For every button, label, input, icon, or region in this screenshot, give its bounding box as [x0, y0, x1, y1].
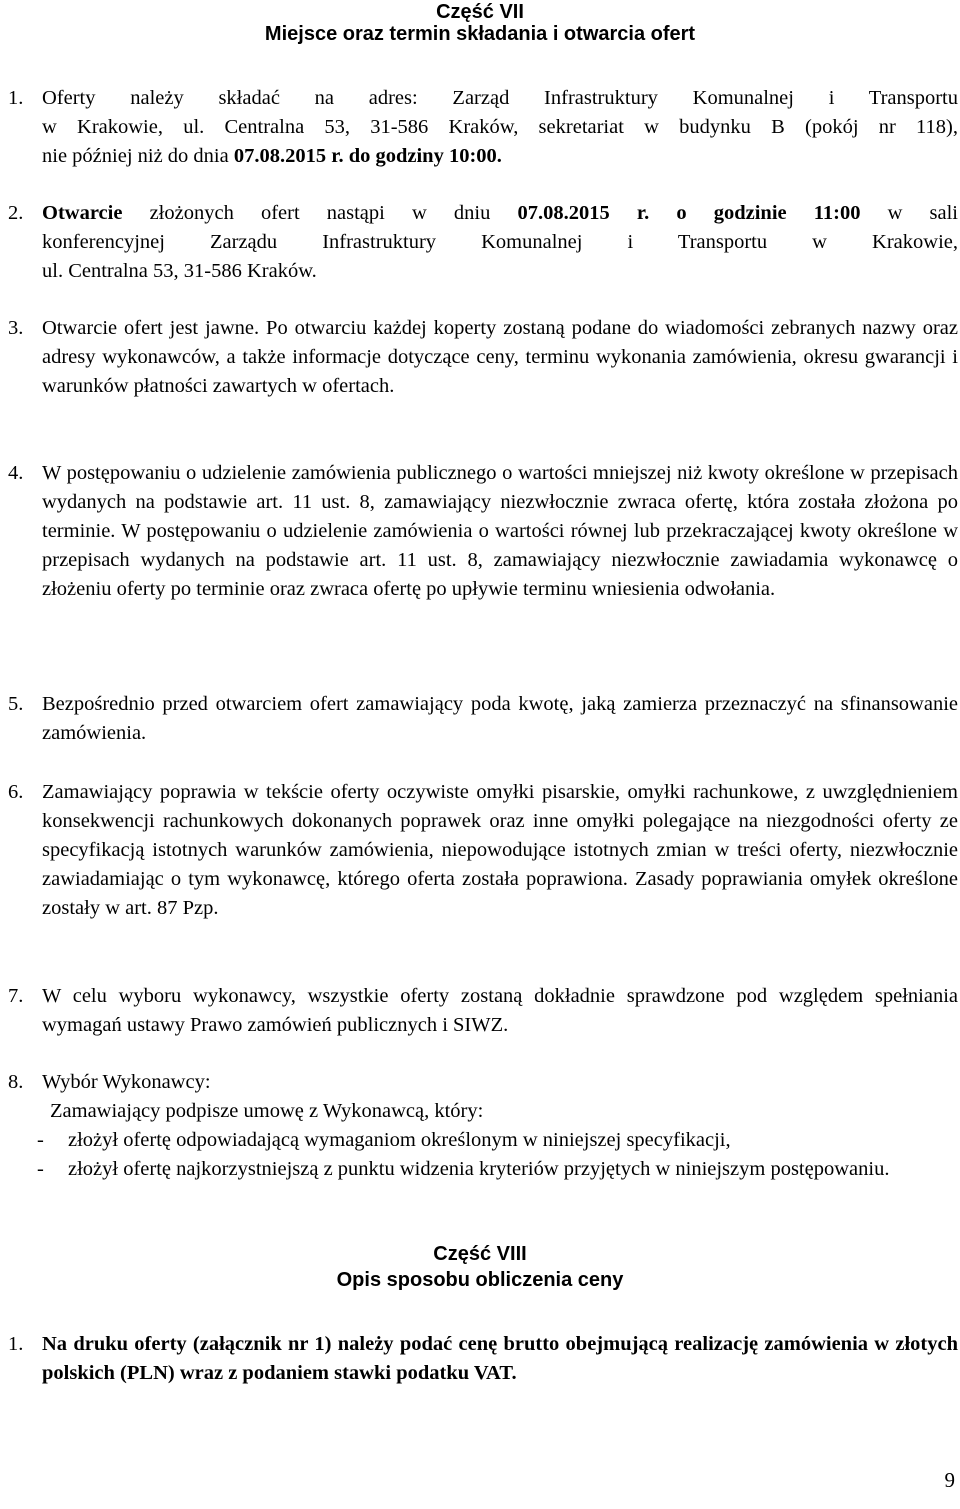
part-7-title: Część VII	[436, 1, 524, 23]
item-text: Zamawiający poprawia w tekście oferty oczywiste omyłki pisarskie, omyłki rachunkowe, z uwzględnieniem konsekwencji rachunkowych dokonanych poprawek oraz inne omyłki polegające na niezgodności oferty ze specyfikacją istotnych warunków zamówienia, niepowodujące istotnych zmian w treści oferty, niezwłocznie zawiadamiając o tym wykonawcę, którego oferta została poprawiona. Zasady poprawiania omyłek określone zostały w art. 87 Pzp.	[42, 781, 958, 919]
item-number: 3.	[8, 317, 24, 339]
dash-bullet: -	[37, 1158, 44, 1180]
item-number: 6.	[8, 781, 24, 803]
part-7-subtitle: Miejsce oraz termin składania i otwarcia ofert	[264, 23, 696, 45]
list-item-5	[0, 690, 958, 748]
item-text: Bezpośrednio przed otwarciem ofert zamawiający poda kwotę, jaką zamierza przeznaczyć na sfinansowanie zamówienia.	[42, 693, 958, 744]
item-text: Otwarcie ofert jest jawne. Po otwarciu każdej koperty zostaną podane do wiadomości zebranych nazwy oraz adresy wykonawców, a także informacje dotyczące ceny, terminu wykonania zamówienia, okresu gwarancji i warunków płatności zawartych w ofertach.	[42, 317, 958, 397]
item-text: Otwarcie złożonych ofert nastąpi w dniu 07.08.2015 r. o godzinie 11:00 w sali konferencyjnej Zarządu Infrastruktury Komunalnej i Transportu w Krakowie, ul. Centralna 53, 31-586 Kraków.	[42, 202, 958, 282]
item-number: 8.	[8, 1071, 24, 1093]
list-item-4	[0, 459, 958, 604]
item-text: W celu wyboru wykonawcy, wszystkie oferty zostaną dokładnie sprawdzone pod względem spełniania wymagań ustawy Prawo zamówień publicznych i SIWZ.	[42, 985, 958, 1036]
part-8-title: Część VIII	[433, 1243, 527, 1265]
item-title: Wybór Wykonawcy:	[42, 1071, 211, 1093]
item-text: Oferty należy składać na adres: Zarząd Infrastruktury Komunalnej i Transportu w Krakowie, ul. Centralna 53, 31-586 Kraków, sekretariat w budynku B (pokój nr 118), nie później niż do dnia 07.08.2015 r. do godziny 10:00.	[42, 87, 958, 167]
item-number: 2.	[8, 202, 24, 224]
page-number: 9	[944, 1468, 955, 1492]
bullet-item: - złożył ofertę najkorzystniejszą z punktu widzenia kryteriów przyjętych w niniejszym postępowaniu.	[0, 1155, 958, 1184]
list-item-1	[0, 84, 958, 171]
list-item-8	[0, 1068, 958, 1097]
dash-bullet: -	[37, 1129, 44, 1151]
list-item-6	[0, 778, 958, 923]
item-number: 4.	[8, 462, 24, 484]
part-8-subtitle: Opis sposobu obliczenia ceny	[336, 1269, 624, 1291]
item-text: Na druku oferty (załącznik nr 1) należy podać cenę brutto obejmującą realizację zamówienia w złotych polskich (PLN) wraz z podaniem stawki podatku VAT.	[42, 1333, 958, 1384]
list-item-3	[0, 314, 958, 401]
item-number: 1.	[8, 1333, 24, 1355]
part-8-list-item-1	[0, 1330, 958, 1388]
item-number: 5.	[8, 693, 24, 715]
item-text: W postępowaniu o udzielenie zamówienia publicznego o wartości mniejszej niż kwoty określone w przepisach wydanych na podstawie art. 11 ust. 8, zamawiający niezwłocznie zwraca ofertę, która została złożona po terminie. W postępowaniu o udzielenie zamówienia o wartości równej lub przekraczającej kwoty określone w przepisach wydanych na podstawie art. 11 ust. 8, zamawiający niezwłocznie zawiadamia wykonawcę o złożeniu oferty po terminie oraz zwraca ofertę po upływie terminu wniesienia odwołania.	[42, 462, 958, 600]
list-item-7	[0, 982, 958, 1040]
item-number: 1.	[8, 87, 24, 109]
list-item-8-intro: Zamawiający podpisze umowę z Wykonawcą, który:	[50, 1100, 484, 1122]
bullet-item: - złożył ofertę odpowiadającą wymaganiom określonym w niniejszej specyfikacji,	[0, 1126, 958, 1155]
list-item-2	[0, 199, 958, 286]
item-number: 7.	[8, 985, 24, 1007]
